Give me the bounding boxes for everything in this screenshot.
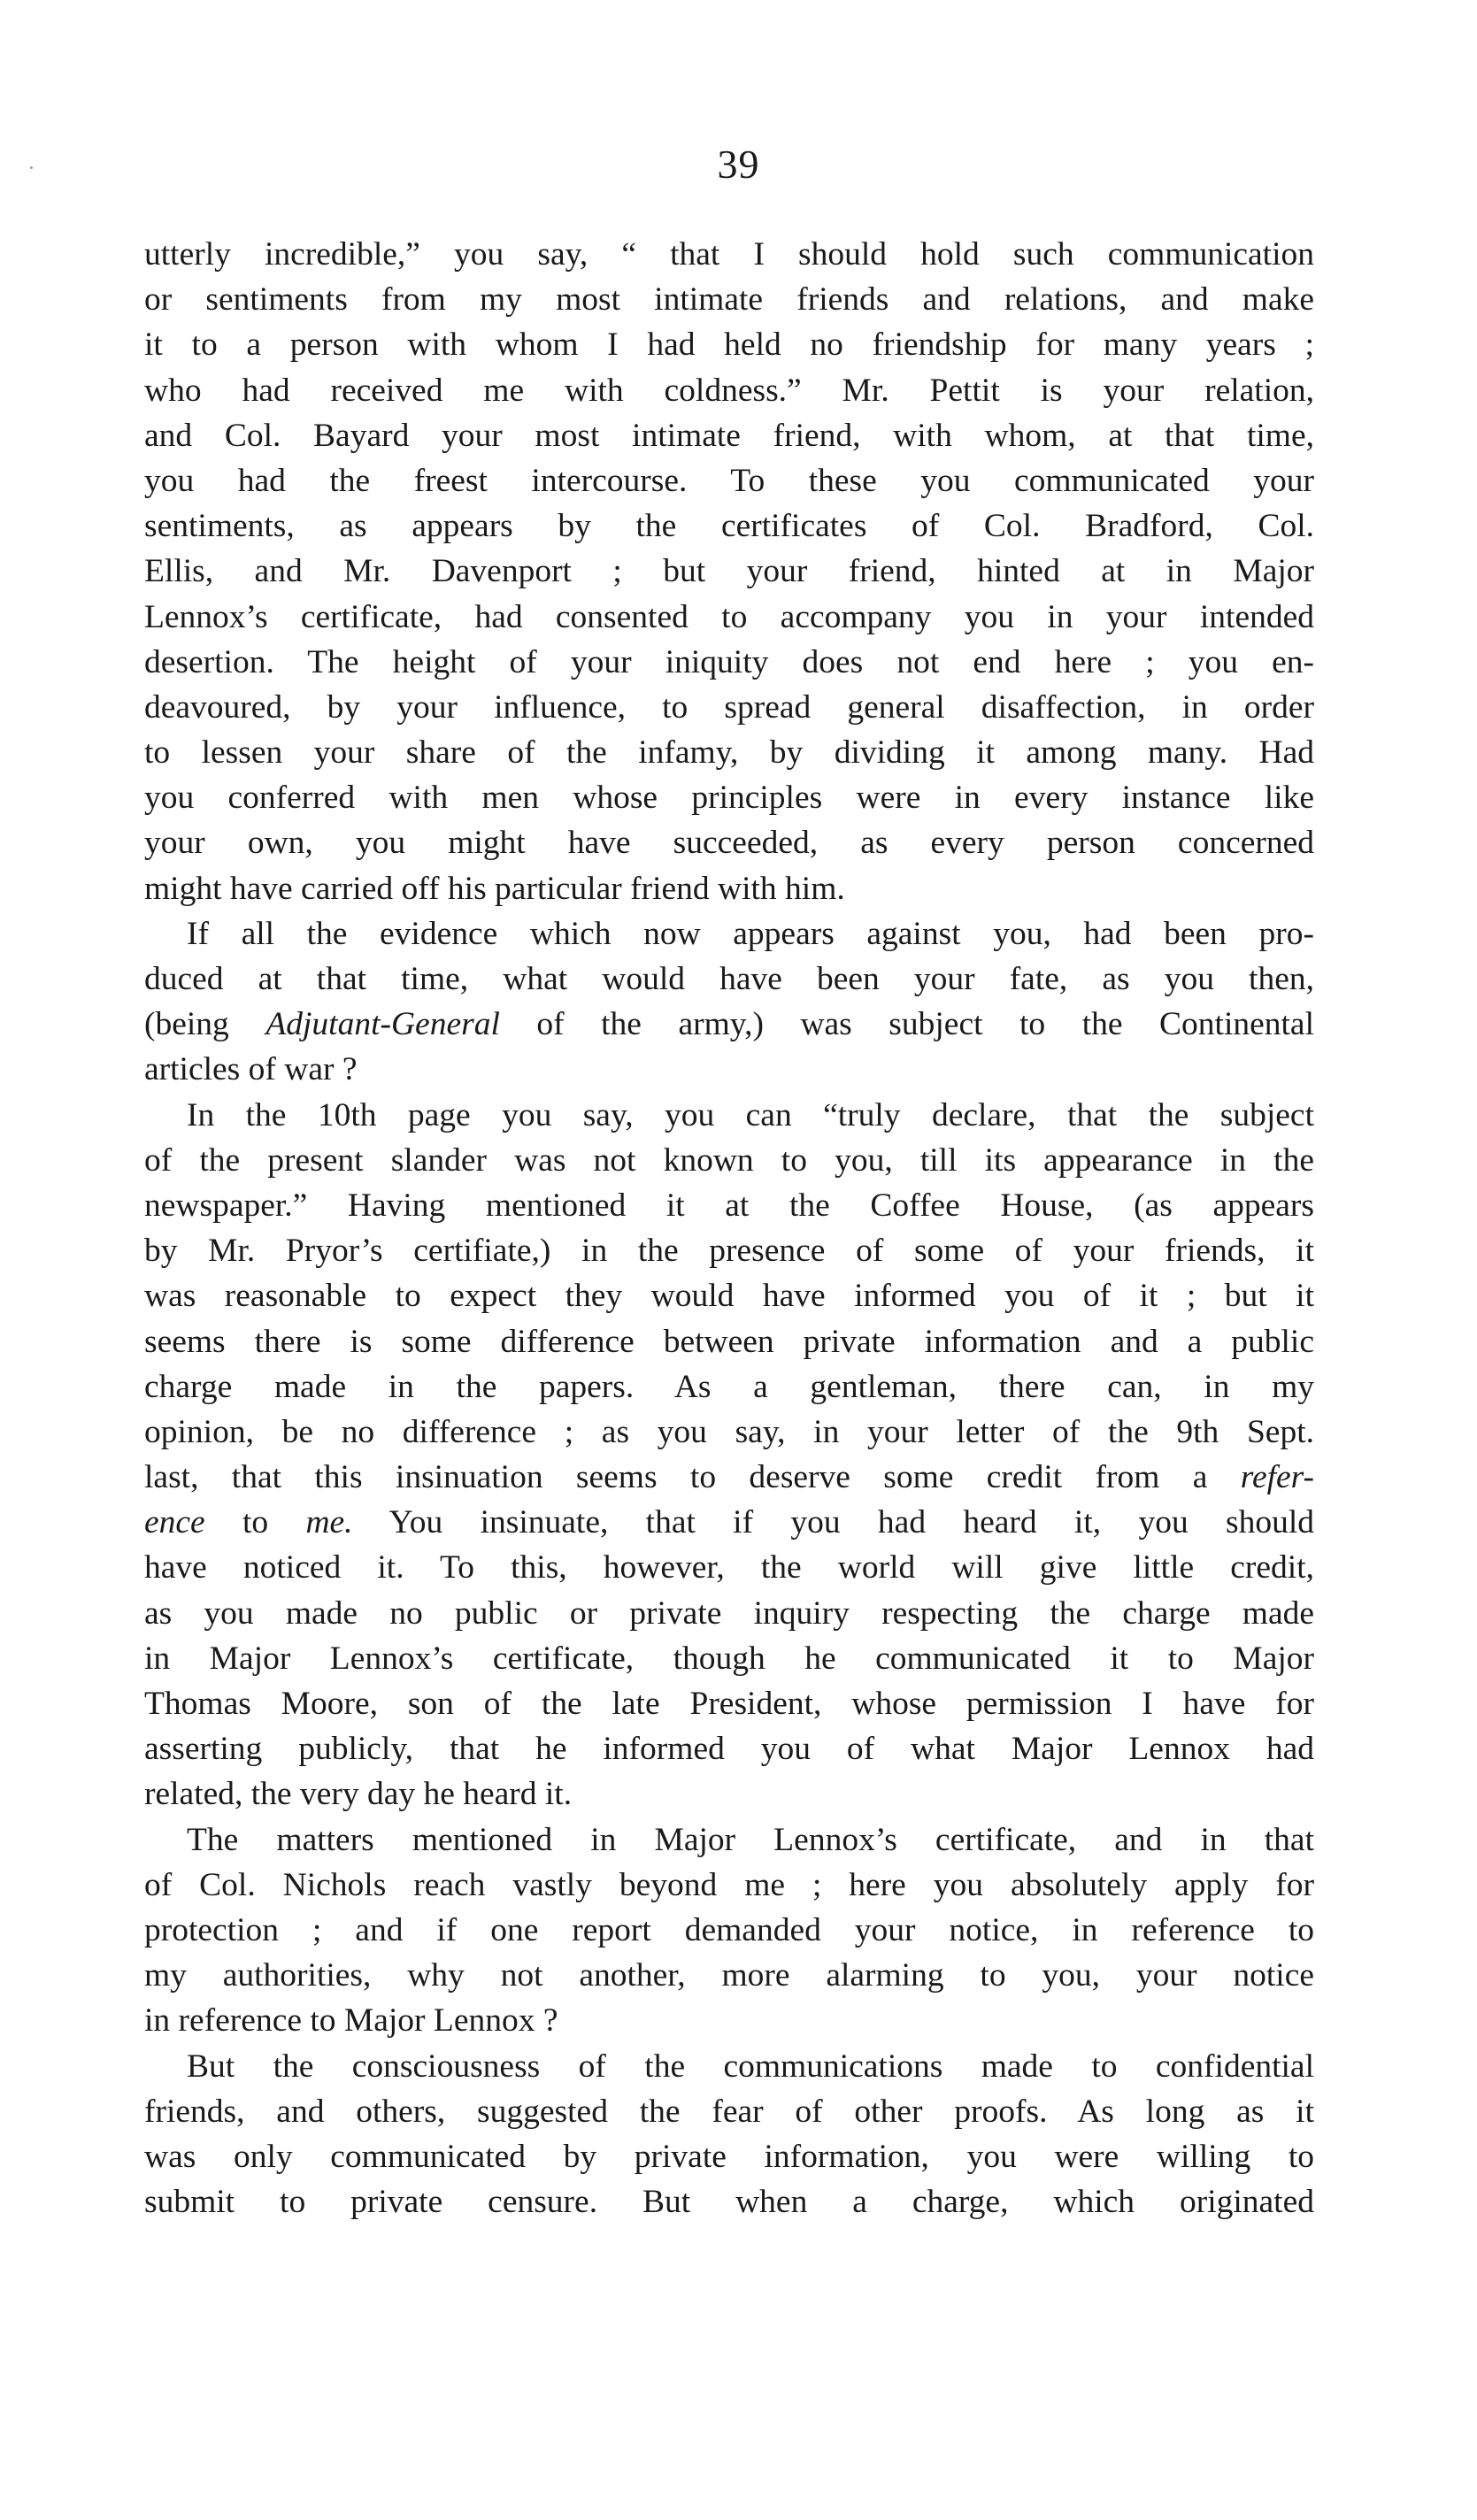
text-line: have noticed it. To this, however, the world will give little credit, [144, 1549, 1314, 1587]
text-line: seems there is some difference between private information and a public [144, 1323, 1314, 1360]
text-line: Lennox’s certificate, had consented to accompany you in your intended [144, 598, 1314, 635]
text-line: last, that this insinuation seems to deserve some credit from a refer- [144, 1459, 1314, 1496]
text-line: If all the evidence which now appears against you, had been pro- [187, 915, 1314, 952]
text-line: of Col. Nichols reach vastly beyond me ; here you absolutely apply for [144, 1866, 1314, 1903]
text-line: it to a person with whom I had held no friendship for many years ; [144, 327, 1314, 364]
text-line: you conferred with men whose principles were in every instance like [144, 780, 1314, 817]
text-line: utterly incredible,” you say, “ that I should hold such communication [144, 236, 1314, 273]
text-line: or sentiments from my most intimate friends and relations, and make [144, 281, 1314, 319]
text-line: of the present slander was not known to you, till its appearance in the [144, 1141, 1314, 1179]
text-line: sentiments, as appears by the certificates of Col. Bradford, Col. [144, 508, 1314, 545]
text-line: In the 10th page you say, you can “truly declare, that the subject [187, 1096, 1314, 1133]
text-line: asserting publicly, that he informed you of what Major Lennox had [144, 1731, 1314, 1768]
text-line: who had received me with coldness.” Mr. Pettit is your relation, [144, 372, 1314, 409]
text-line: ence to me. You insinuate, that if you had heard it, you should [144, 1504, 1314, 1541]
text-line: by Mr. Pryor’s certifiate,) in the presence of some of your friends, it [144, 1233, 1314, 1270]
text-line: was reasonable to expect they would have informed you of it ; but it [144, 1278, 1314, 1315]
text-line: charge made in the papers. As a gentleman, there can, in my [144, 1368, 1314, 1405]
text-line: friends, and others, suggested the fear of other proofs. As long as it [144, 2093, 1314, 2130]
text-line: related, the very day he heard it. [144, 1776, 573, 1813]
text-line: protection ; and if one report demanded your notice, in reference to [144, 1911, 1314, 1948]
text-line: to lessen your share of the infamy, by dividing it among many. Had [144, 734, 1314, 772]
page-number: 39 [717, 142, 760, 187]
text-line: duced at that time, what would have been your fate, as you then, [144, 961, 1314, 997]
text-line: opinion, be no difference ; as you say, in your letter of the 9th Sept. [144, 1413, 1314, 1450]
text-line: articles of war ? [144, 1051, 358, 1088]
text-line: in Major Lennox’s certificate, though he communicated it to Major [144, 1640, 1314, 1677]
text-line: deavoured, by your influence, to spread general disaffection, in order [144, 688, 1314, 726]
body-text [144, 232, 1314, 2224]
text-line: and Col. Bayard your most intimate friend, with whom, at that time, [144, 417, 1314, 454]
text-line: But the consciousness of the communications made to confidential [187, 2048, 1314, 2085]
text-line: newspaper.” Having mentioned it at the Coffee House, (as appears [144, 1187, 1314, 1224]
text-line: your own, you might have succeeded, as every person concerned [144, 825, 1314, 862]
text-line: submit to private censure. But when a charge, which originated [144, 2184, 1314, 2221]
text-line: might have carried off his particular friend with him. [144, 870, 845, 907]
text-line: in reference to Major Lennox ? [144, 2002, 558, 2040]
text-line: desertion. The height of your iniquity does not end here ; you en- [144, 643, 1314, 680]
text-line: you had the freest intercourse. To these you communicated your [144, 462, 1314, 499]
text-line: Thomas Moore, son of the late President, whose permission I have for [144, 1686, 1314, 1722]
text-line: was only communicated by private information, you were willing to [144, 2138, 1314, 2175]
text-line: Ellis, and Mr. Davenport ; but your friend, hinted at in Major [144, 553, 1314, 590]
text-line: my authorities, why not another, more alarming to you, your notice [144, 1957, 1314, 1994]
text-line: (being Adjutant-General of the army,) was subject to the Continental [144, 1006, 1314, 1043]
text-line: as you made no public or private inquiry respecting the charge made [144, 1594, 1314, 1632]
text-line: The matters mentioned in Major Lennox’s certificate, and in that [187, 1821, 1314, 1858]
